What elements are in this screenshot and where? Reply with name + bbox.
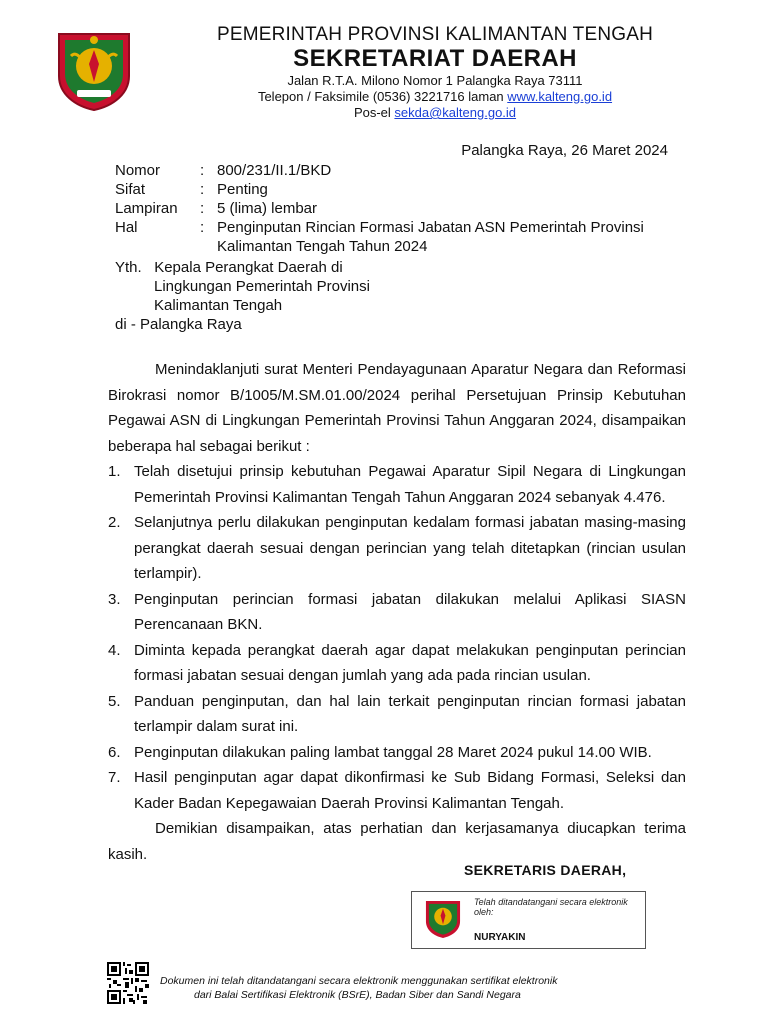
meta-colon: : xyxy=(200,181,205,198)
subject-line2: Kalimantan Tengah Tahun 2024 xyxy=(217,238,428,255)
kalteng-emblem-icon xyxy=(55,30,133,112)
letter-meta xyxy=(115,161,695,256)
signer-name: NURYAKIN xyxy=(474,932,526,943)
list-item xyxy=(108,638,686,689)
list-item xyxy=(108,765,686,816)
list-text: Penginputan perincian formasi jabatan dilakukan melalui Aplikasi SIASN Perencanaan BKN. xyxy=(134,590,686,633)
meta-row-lampiran xyxy=(115,199,695,218)
list-text: Selanjutnya perlu dilakukan penginputan kedalam formasi jabatan masing-masing perangkat daerah sesuai dengan perincian yang telah ditetapkan (rincian usulan terlampir). xyxy=(134,514,686,582)
meta-label: Sifat xyxy=(115,181,146,198)
meta-label: Lampiran xyxy=(115,200,178,217)
esign-footer xyxy=(160,974,557,1002)
meta-label: Hal xyxy=(115,219,138,236)
meta-colon: : xyxy=(200,200,205,217)
list-text: Hasil penginputan agar dapat dikonfirmasi ke Sub Bidang Formasi, Seleksi dan Kader Badan Kepegawaian Daerah Provinsi Kalimantan Tengah. xyxy=(134,769,686,812)
recipient-line1: Kepala Perangkat Daerah di xyxy=(154,259,343,276)
meta-colon: : xyxy=(200,162,205,179)
letterhead-phone xyxy=(150,89,720,104)
esign-note: Telah ditandatangani secara elektronik oleh: xyxy=(474,897,628,917)
recipient-line xyxy=(115,258,370,277)
list-number: 3. xyxy=(108,590,121,608)
list-number: 5. xyxy=(108,692,121,710)
list-item xyxy=(108,459,686,510)
list-number: 4. xyxy=(108,641,121,659)
list-number: 2. xyxy=(108,514,121,531)
footer-line2: dari Balai Sertifikasi Elektronik (BSrE), Badan Siber dan Sandi Negara xyxy=(194,989,521,1001)
meta-value: 5 (lima) lembar xyxy=(217,200,318,217)
kalteng-emblem-icon xyxy=(424,896,462,942)
email-label: Pos-el xyxy=(353,105,395,120)
subject-line1: Penginputan Rincian Formasi Jabatan ASN Pemerintah Provinsi xyxy=(217,219,644,236)
list-number: 1. xyxy=(108,463,121,480)
point-list xyxy=(108,459,686,816)
letterhead-address: Jalan R.T.A. Milono Nomor 1 Palangka Raya 73111 xyxy=(287,73,583,88)
list-number: 7. xyxy=(108,769,121,786)
footer-line1: Dokumen ini telah ditandatangani secara elektronik menggunakan sertifikat elektronik xyxy=(160,975,558,987)
letterhead-office: SEKRETARIAT DAERAH xyxy=(293,45,577,72)
letter-body xyxy=(108,357,686,867)
meta-row-hal xyxy=(115,218,695,256)
meta-value xyxy=(217,218,695,256)
list-text: Telah disetujui prinsip kebutuhan Pegawai Aparatur Sipil Negara di Lingkungan Pemerintah Provinsi Kalimantan Tengah Tahun Anggaran 2024 sebanyak 4.476. xyxy=(134,463,686,506)
list-number: 6. xyxy=(108,743,121,761)
letterhead-email xyxy=(150,105,720,120)
meta-label: Nomor xyxy=(115,162,161,179)
letter-date: Palangka Raya, 26 Maret 2024 xyxy=(461,142,668,159)
recipient-place: di - Palangka Raya xyxy=(115,316,242,333)
qr-code-icon xyxy=(107,962,149,1004)
meta-value: Penting xyxy=(217,181,268,198)
esignature-box xyxy=(411,891,646,949)
recipient-line3: Kalimantan Tengah xyxy=(154,297,283,314)
list-text: Penginputan dilakukan paling lambat tanggal 28 Maret 2024 pukul 14.00 WIB. xyxy=(134,743,652,761)
yth-label: Yth. xyxy=(115,259,142,276)
list-text: Panduan penginputan, dan hal lain terkait penginputan rincian formasi jabatan terlampir dalam surat ini. xyxy=(134,692,686,735)
meta-colon: : xyxy=(200,219,205,236)
meta-row-nomor xyxy=(115,161,695,180)
signer-title: SEKRETARIS DAERAH, xyxy=(464,862,627,878)
closing-paragraph: Demikian disampaikan, atas perhatian dan kerjasamanya diucapkan terima kasih. xyxy=(108,820,686,863)
list-item xyxy=(108,689,686,740)
list-item xyxy=(108,510,686,587)
list-item xyxy=(108,740,686,766)
list-item xyxy=(108,587,686,638)
email-link[interactable]: sekda@kalteng.go.id xyxy=(394,105,517,120)
list-text: Diminta kepada perangkat daerah agar dapat melakukan penginputan perincian formasi jabatan sesuai dengan jumlah yang ada pada rincian usulan. xyxy=(134,641,686,684)
website-link[interactable]: www.kalteng.go.id xyxy=(507,89,613,104)
intro-paragraph: Menindaklanjuti surat Menteri Pendayagunaan Aparatur Negara dan Reformasi Birokrasi nomor B/1005/M.SM.01.00/2024 perihal Persetujuan Prinsip Kebutuhan Pegawai ASN di Lingkungan Pemerintah Provinsi Tahun Anggaran 2024, disampaikan beberapa hal sebagai berikut : xyxy=(108,361,686,455)
recipient-block xyxy=(115,258,370,334)
meta-value: 800/231/II.1/BKD xyxy=(217,162,332,179)
recipient-line2: Lingkungan Pemerintah Provinsi xyxy=(154,278,370,295)
letterhead-government: PEMERINTAH PROVINSI KALIMANTAN TENGAH xyxy=(216,24,654,45)
meta-row-sifat xyxy=(115,180,695,199)
phone-text: Telepon / Faksimile (0536) 3221716 laman xyxy=(257,89,508,104)
